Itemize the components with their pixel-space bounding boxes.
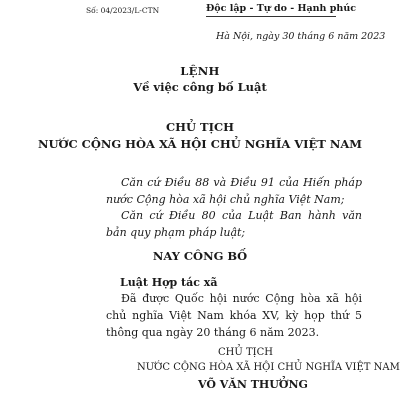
law-title: Luật Hợp tác xã bbox=[120, 276, 218, 289]
motto-underline bbox=[206, 16, 336, 17]
document-number: Số: 04/2023/L-CTN bbox=[86, 6, 160, 15]
signer-country: NƯỚC CỘNG HÒA XÃ HỘI CHỦ NGHĨA VIỆT NAM bbox=[137, 362, 400, 373]
preamble-constitution: Căn cứ Điều 88 và Điều 91 của Hiến pháp nước Cộng hòa xã hội chủ nghĩa Việt Nam; bbox=[106, 176, 362, 206]
issuer-country: NƯỚC CỘNG HÒA XÃ HỘI CHỦ NGHĨA VIỆT NAM bbox=[37, 137, 363, 151]
document-subtitle: Về việc công bố Luật bbox=[133, 80, 267, 94]
document-title: LỆNH bbox=[180, 64, 220, 78]
preamble-legal-law: Căn cứ Điều 80 của Luật Ban hành văn bản quy phạm pháp luật; bbox=[106, 209, 362, 239]
signer-name: VÕ VĂN THƯỞNG bbox=[198, 378, 308, 391]
law-passage-text: Đã được Quốc hội nước Cộng hòa xã hội chủ nghĩa Việt Nam khóa XV, kỳ họp thứ 5 thông qua ngày 20 tháng 6 năm 2023. bbox=[106, 292, 362, 339]
issue-date: Hà Nội, ngày 30 tháng 6 năm 2023 bbox=[216, 31, 386, 42]
signer-position: CHỦ TỊCH bbox=[218, 347, 273, 358]
issuer-position: CHỦ TỊCH bbox=[165, 120, 234, 134]
announcement-heading: NAY CÔNG BỐ bbox=[152, 249, 248, 263]
national-motto: Độc lập - Tự do - Hạnh phúc bbox=[206, 3, 357, 14]
